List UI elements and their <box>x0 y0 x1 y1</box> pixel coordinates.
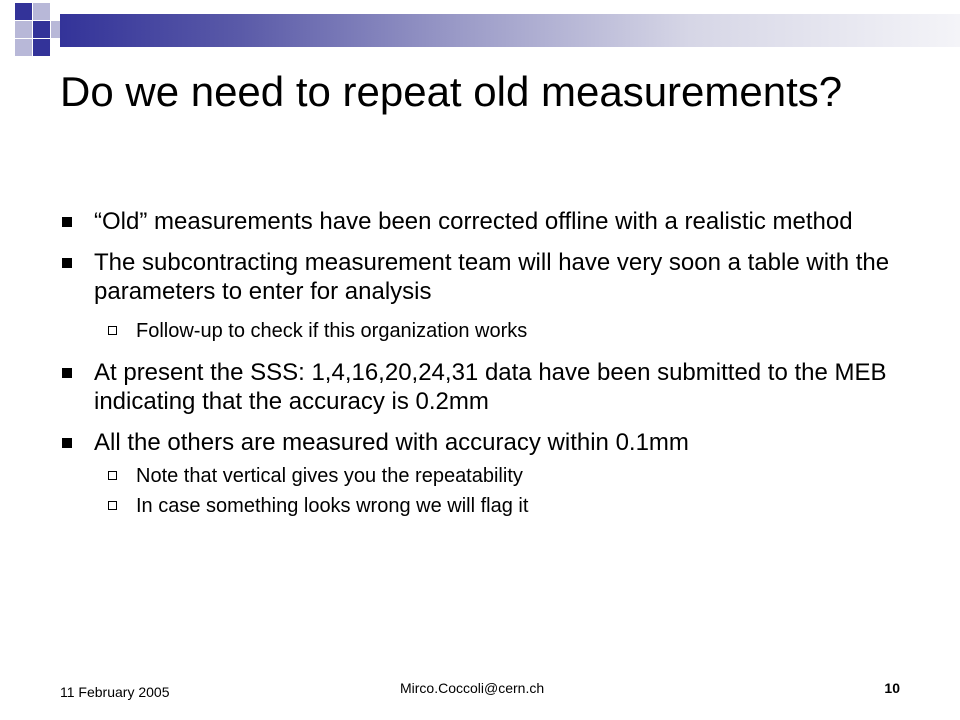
bullet-item <box>60 428 910 457</box>
bullet-text: The subcontracting measurement team will have very soon a table with the parameters to enter for analysis <box>94 249 890 305</box>
sub-bullet-text: Note that vertical gives you the repeatability <box>136 465 523 487</box>
square-bullet-icon <box>62 438 72 448</box>
bullet-text: At present the SSS: 1,4,16,20,24,31 data have been submitted to the MEB indicating that the accuracy is 0.2mm <box>94 359 887 415</box>
decorative-square <box>15 39 32 56</box>
sub-bullet-item <box>60 493 910 519</box>
bullet-list <box>60 207 910 533</box>
sub-bullet-list <box>60 318 910 344</box>
sub-bullet-item <box>60 318 910 344</box>
decorative-square <box>33 39 50 56</box>
square-bullet-icon <box>62 258 72 268</box>
sub-bullet-text: Follow-up to check if this organization works <box>136 320 528 342</box>
decorative-square <box>15 21 32 38</box>
slide-title: Do we need to repeat old measurements? <box>60 68 843 115</box>
hollow-square-bullet-icon <box>108 501 117 510</box>
square-bullet-icon <box>62 217 72 227</box>
header-bar <box>60 14 960 47</box>
bullet-item <box>60 248 910 306</box>
footer-date: 11 February 2005 <box>60 684 170 700</box>
decorative-square <box>33 3 50 20</box>
sub-bullet-list <box>60 463 910 519</box>
decorative-square <box>33 21 50 38</box>
hollow-square-bullet-icon <box>108 326 117 335</box>
hollow-square-bullet-icon <box>108 471 117 480</box>
bullet-text: “Old” measurements have been corrected offline with a realistic method <box>94 208 853 235</box>
footer-email: Mirco.Coccoli@cern.ch <box>400 680 545 696</box>
bullet-text: All the others are measured with accuracy within 0.1mm <box>94 429 689 456</box>
sub-bullet-text: In case something looks wrong we will flag it <box>136 495 529 517</box>
page-number: 10 <box>884 680 900 696</box>
bullet-item <box>60 358 910 416</box>
decorative-square <box>15 3 32 20</box>
bullet-item <box>60 207 910 236</box>
sub-bullet-item <box>60 463 910 489</box>
square-bullet-icon <box>62 368 72 378</box>
